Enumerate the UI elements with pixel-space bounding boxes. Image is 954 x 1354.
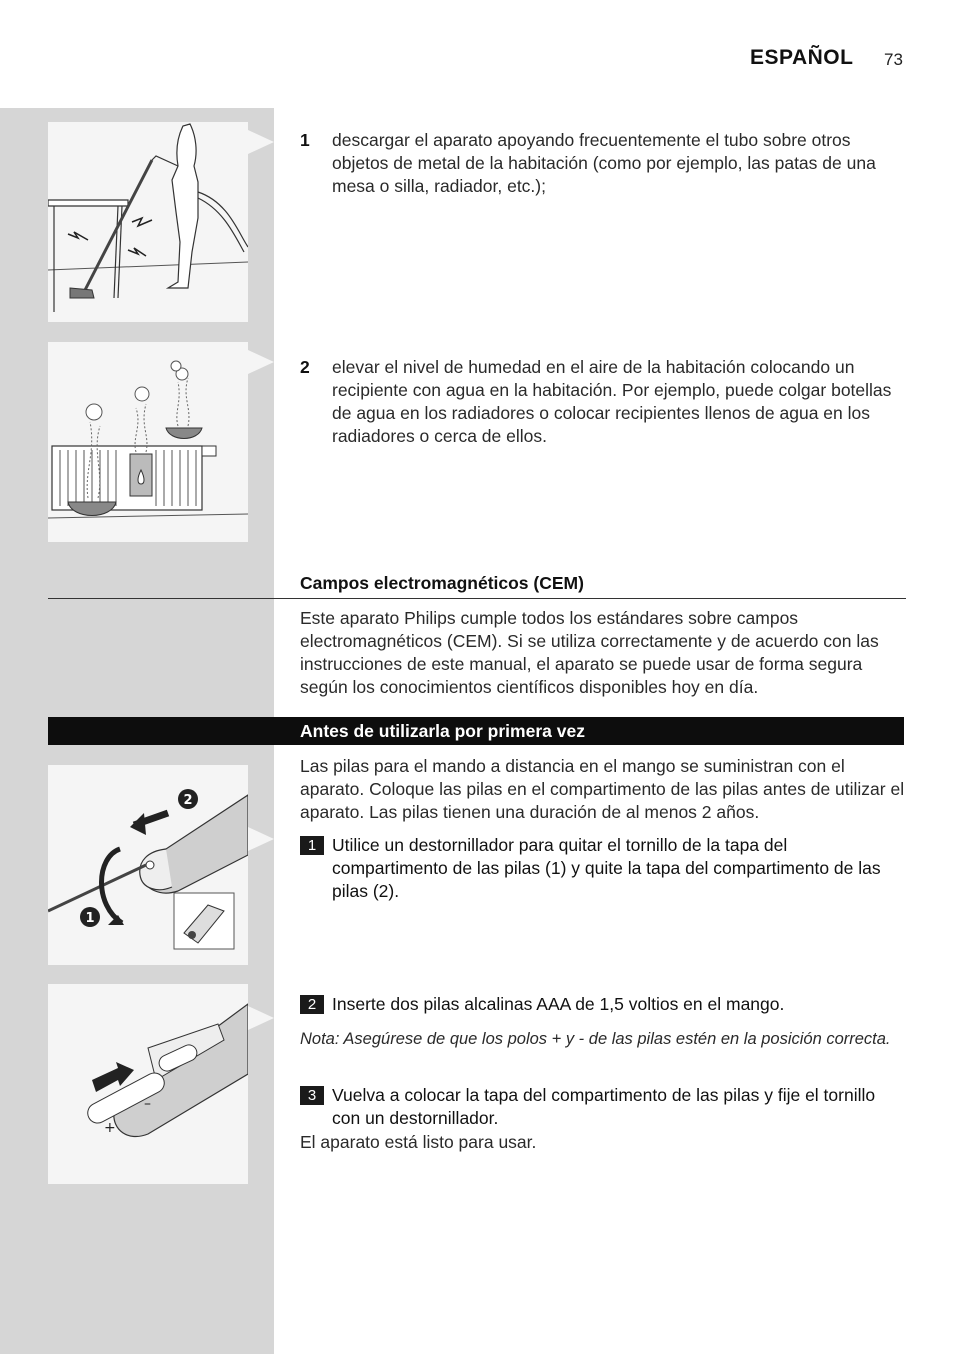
step-number-box: 3: [300, 1086, 324, 1105]
step-text: Inserte dos pilas alcalinas AAA de 1,5 voltios en el mango.: [332, 994, 785, 1014]
step-number-box: 1: [300, 836, 324, 855]
illustration-pointer: [248, 1006, 274, 1030]
step-number-box: 2: [300, 995, 324, 1014]
illustration-pointer: [248, 130, 274, 154]
step-text: descargar el aparato apoyando frecuentemente el tubo sobre otros objetos de metal de la habitación (como por ejemplo, las patas de una mesa o silla, radiador, etc.);: [332, 130, 876, 196]
note-text: Nota: Asegúrese de que los polos + y - de las pilas estén en la posición correcta.: [300, 1030, 891, 1048]
section-divider: [48, 598, 906, 599]
illustration-remove-battery-cover: [48, 765, 248, 965]
list-item: [300, 993, 906, 1016]
illustration-vacuum-discharge: [48, 122, 248, 322]
page-number: 73: [884, 50, 903, 69]
plus-label: +: [104, 1120, 116, 1136]
ready-text: El aparato está listo para usar.: [300, 1132, 537, 1152]
illustration-insert-batteries: [48, 984, 248, 1184]
step-text: Utilice un destornillador para quitar el tornillo de la tapa del compartimento de las pilas (1) y quite la tapa del compartimento de las pilas (2).: [332, 835, 881, 901]
list-item: [300, 1084, 906, 1130]
step-number: 1: [300, 130, 310, 150]
callout-1-label: 1: [85, 911, 95, 926]
section-heading-cem: Campos electromagnéticos (CEM): [300, 573, 584, 593]
step-number: 2: [300, 357, 310, 377]
callout-2-label: 2: [183, 793, 193, 808]
illustration-pointer: [248, 827, 274, 851]
vacuum-discharge-drawing: [48, 122, 248, 322]
radiator-humidity-drawing: [48, 342, 248, 542]
list-item: [300, 129, 906, 198]
minus-label: –: [144, 1096, 151, 1112]
section-heading-first-use: Antes de utilizarla por primera vez: [300, 721, 585, 741]
section-heading-bar: [48, 717, 904, 745]
illustration-radiator-humidity: [48, 342, 248, 542]
list-item: [300, 834, 906, 903]
illustration-pointer: [248, 350, 274, 374]
step-text: Vuelva a colocar la tapa del compartimento de las pilas y fije el tornillo con un destornillador.: [332, 1085, 876, 1128]
insert-batteries-drawing: [48, 984, 248, 1184]
language-label: ESPAÑOL: [750, 46, 854, 69]
cem-paragraph: Este aparato Philips cumple todos los estándares sobre campos electromagnéticos (CEM). Si se utiliza correctamente y de acuerdo con las instrucciones de este manual, el aparato se puede usar de forma segura según los conocimientos científicos disponibles hoy en día.: [300, 608, 879, 697]
step-text: elevar el nivel de humedad en el aire de la habitación colocando un recipiente con agua en la habitación. Por ejemplo, puede colgar botellas de agua en los radiadores o colocar recipientes llenos de agua en los radiadores o cerca de ellos.: [332, 357, 892, 446]
list-item: [300, 356, 906, 448]
remove-cover-drawing: [48, 765, 248, 965]
first-use-intro: Las pilas para el mando a distancia en el mango se suministran con el aparato. Coloque las pilas en el compartimento de las pilas antes de utilizar el aparato. Las pilas tienen una duración de al menos 2 años.: [300, 756, 905, 822]
